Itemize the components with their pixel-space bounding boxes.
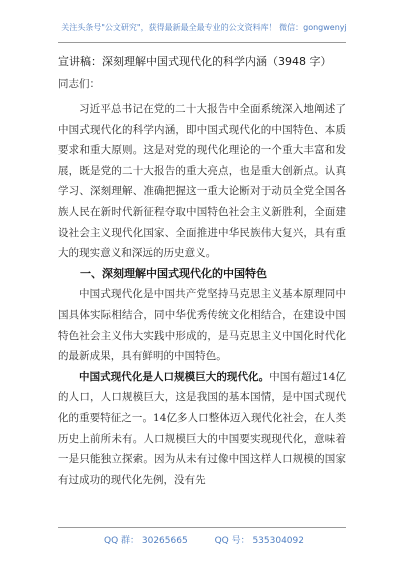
- section-paragraph: 中国式现代化是中国共产党坚持马克思主义基本原理同中国具体实际相结合，同中华优秀传统文化相结合，在建设中国特色社会主义伟大实践中形成的，是马克思主义中国化时代化的最新成果，具有鲜明的中国特色。: [58, 288, 346, 363]
- point-paragraph: [58, 367, 346, 491]
- point-lead: 中国式现代化是人口规模巨大的现代化。: [79, 370, 270, 383]
- document-body: [58, 99, 346, 490]
- point-text: 中国有超过14亿的人口，人口规模巨大，这是我国的基本国情，是中国式现代化的重要特征之一。14亿多人口整体迈入现代化社会，在人类历史上前所未有。人口规模巨大的中国要实现现代化，意味着一是只能独立探索。因为从未有过像中国这样人口规模的国家有过成功的现代化先例，没有先: [58, 370, 346, 486]
- footer-divider: [58, 527, 346, 528]
- document-title: 宣讲稿：深刻理解中国式现代化的科学内涵（3948 字）: [58, 55, 332, 68]
- header-divider: [58, 42, 346, 43]
- footer-qq-group: QQ 群： 30265665: [103, 536, 188, 546]
- section-heading: 一、深刻理解中国式现代化的中国特色: [80, 266, 267, 280]
- footer-qq-number: QQ 号： 535304092: [214, 536, 304, 546]
- intro-paragraph: 习近平总书记在党的二十大报告中全面系统深入地阐述了中国式现代化的科学内涵，即中国式现代化的中国特色、本质要求和重大原则。这是对党的现代化理论的一个重大丰富和发展，既是党的二十大报告的重大亮点，也是重大创新点。认真学习、深刻理解、准确把握这一重大论断对于动员全党全国各族人民在新时代新征程夺取中国特色社会主义新胜利，全面建设社会主义现代化国家、全面推进中华民族伟大复兴，具有重大的现实意义和深远的历史意义。: [58, 103, 346, 260]
- salutation: 同志们：: [58, 78, 100, 90]
- header-note: 关注头条号"公文研究"，获得最新最全最专业的公文资料库！ 微信：gongwenyj: [61, 23, 347, 32]
- footer: [0, 533, 408, 546]
